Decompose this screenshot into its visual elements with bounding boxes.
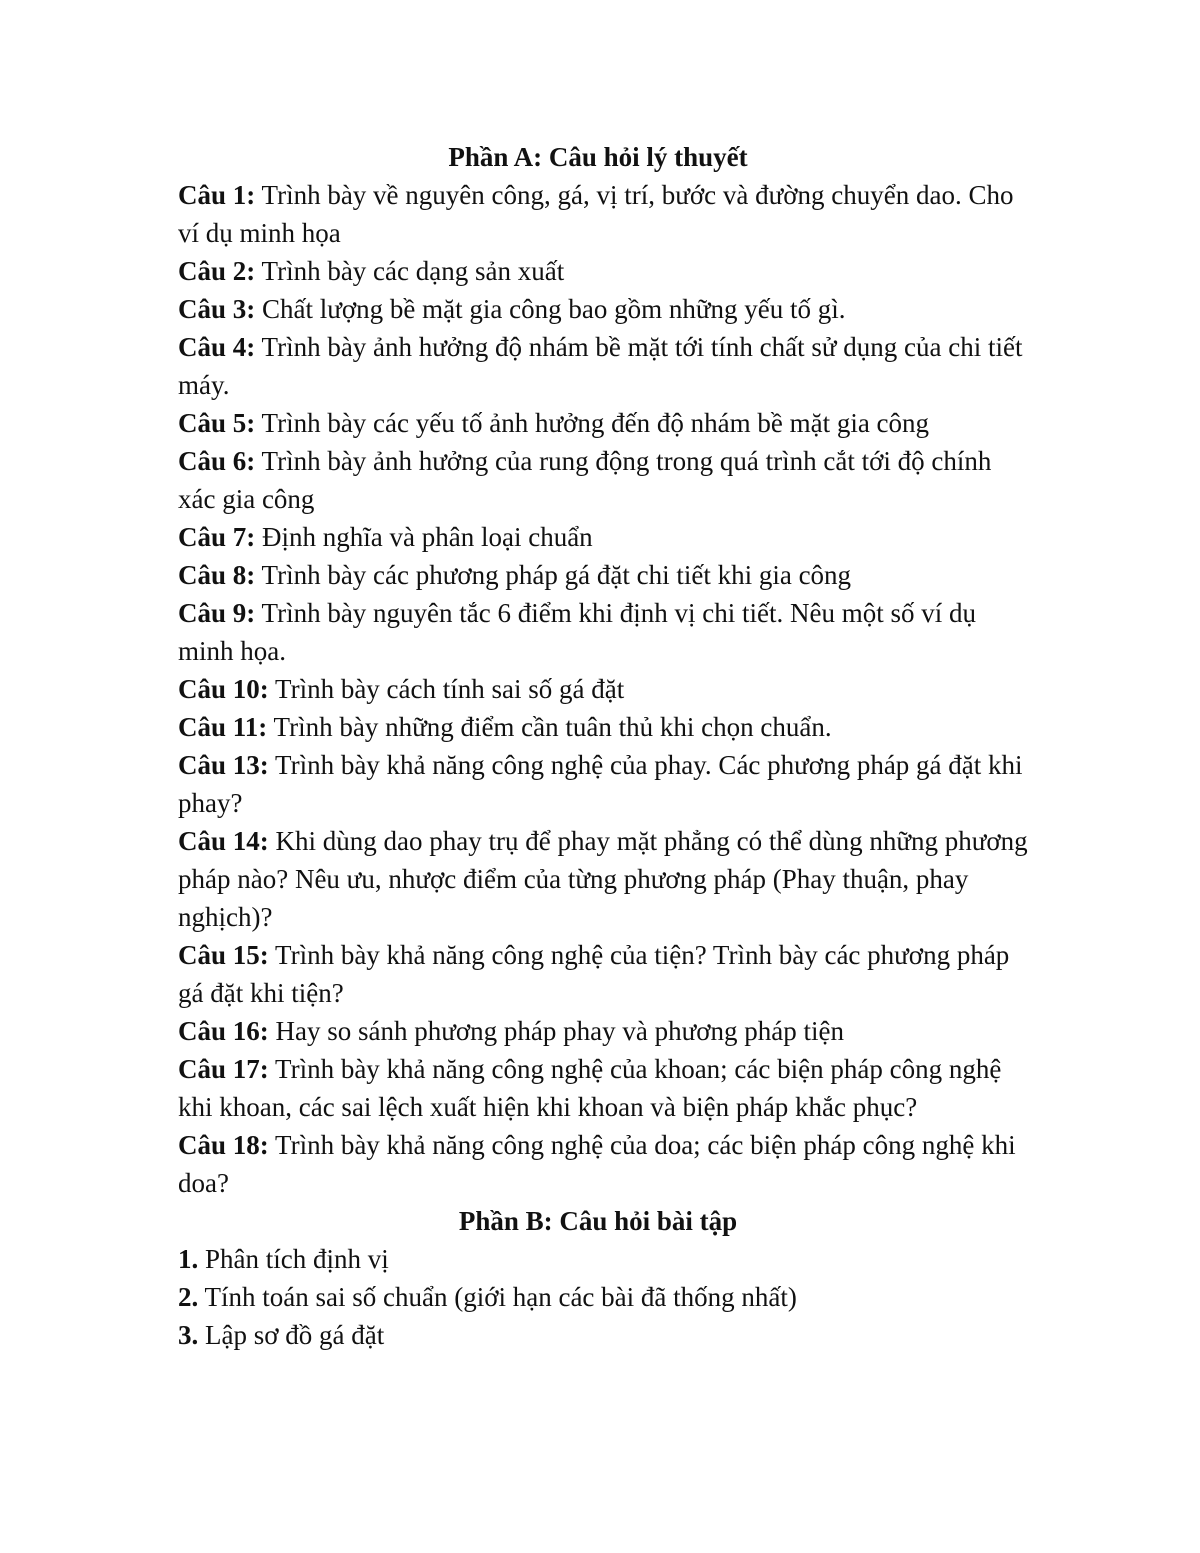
question-label: Câu 16: <box>178 1016 269 1046</box>
question-text: Trình bày những điểm cần tuân thủ khi chọn chuẩn. <box>267 712 832 742</box>
question-text: Trình bày cách tính sai số gá đặt <box>268 674 625 704</box>
question-text: Chất lượng bề mặt gia công bao gồm những yếu tố gì. <box>255 294 846 324</box>
question-label: Câu 8: <box>178 560 256 590</box>
question-text: Trình bày khả năng công nghệ của phay. Các phương pháp gá đặt khi phay? <box>178 750 1023 818</box>
exercise-item <box>178 1278 1028 1316</box>
question-text: Trình bày các dạng sản xuất <box>255 256 565 286</box>
question-item <box>178 1012 1028 1050</box>
question-text: Trình bày nguyên tắc 6 điểm khi định vị chi tiết. Nêu một số ví dụ minh họa. <box>178 598 976 666</box>
question-label: Câu 3: <box>178 294 256 324</box>
question-label: Câu 15: <box>178 940 269 970</box>
exercise-text: Phân tích định vị <box>198 1244 389 1274</box>
section-b-title: Phần B: Câu hỏi bài tập <box>458 1206 738 1236</box>
question-item <box>178 404 1028 442</box>
question-item <box>178 252 1028 290</box>
question-item <box>178 290 1028 328</box>
question-label: Câu 5: <box>178 408 256 438</box>
question-item <box>178 518 1028 556</box>
question-text: Trình bày khả năng công nghệ của khoan; các biện pháp công nghệ khi khoan, các sai lệch xuất hiện khi khoan và biện pháp khắc phục? <box>178 1054 1002 1122</box>
question-label: Câu 14: <box>178 826 269 856</box>
question-text: Trình bày ảnh hưởng của rung động trong quá trình cắt tới độ chính xác gia công <box>178 446 992 514</box>
question-item <box>178 594 1028 670</box>
question-text: Trình bày khả năng công nghệ của tiện? Trình bày các phương pháp gá đặt khi tiện? <box>178 940 1010 1008</box>
exercise-text: Lập sơ đồ gá đặt <box>198 1320 385 1350</box>
document-content <box>178 138 1028 1354</box>
question-item <box>178 176 1028 252</box>
exercise-item <box>178 1240 1028 1278</box>
question-label: Câu 2: <box>178 256 256 286</box>
question-label: Câu 10: <box>178 674 269 704</box>
question-text: Trình bày các phương pháp gá đặt chi tiết khi gia công <box>255 560 852 590</box>
question-label: Câu 9: <box>178 598 256 628</box>
question-text: Định nghĩa và phân loại chuẩn <box>255 522 593 552</box>
question-text: Trình bày về nguyên công, gá, vị trí, bước và đường chuyển dao. Cho ví dụ minh họa <box>178 180 1014 248</box>
question-item <box>178 1050 1028 1126</box>
exercise-label: 3. <box>178 1320 199 1350</box>
question-text: Khi dùng dao phay trụ để phay mặt phẳng có thể dùng những phương pháp nào? Nêu ưu, nhược điểm của từng phương pháp (Phay thuận, phay nghịch)? <box>178 826 1028 932</box>
question-item <box>178 442 1028 518</box>
question-item <box>178 328 1028 404</box>
exercise-label: 1. <box>178 1244 199 1274</box>
question-item <box>178 670 1028 708</box>
exercise-item <box>178 1316 1028 1354</box>
question-text: Hay so sánh phương pháp phay và phương pháp tiện <box>268 1016 844 1046</box>
question-item <box>178 936 1028 1012</box>
question-label: Câu 11: <box>178 712 268 742</box>
question-label: Câu 6: <box>178 446 256 476</box>
question-item <box>178 708 1028 746</box>
question-label: Câu 7: <box>178 522 256 552</box>
section-a-title: Phần A: Câu hỏi lý thuyết <box>448 142 748 172</box>
question-label: Câu 18: <box>178 1130 269 1160</box>
question-text: Trình bày khả năng công nghệ của doa; các biện pháp công nghệ khi doa? <box>178 1130 1016 1198</box>
question-label: Câu 13: <box>178 750 269 780</box>
section-b-items <box>178 1240 1028 1354</box>
section-a-questions <box>178 176 1028 1202</box>
question-label: Câu 17: <box>178 1054 269 1084</box>
question-item <box>178 746 1028 822</box>
question-text: Trình bày các yếu tố ảnh hưởng đến độ nhám bề mặt gia công <box>255 408 930 438</box>
question-item <box>178 1126 1028 1202</box>
exercise-text: Tính toán sai số chuẩn (giới hạn các bài đã thống nhất) <box>198 1282 797 1312</box>
question-label: Câu 1: <box>178 180 256 210</box>
question-label: Câu 4: <box>178 332 256 362</box>
exercise-label: 2. <box>178 1282 199 1312</box>
question-item <box>178 556 1028 594</box>
question-item <box>178 822 1028 936</box>
question-text: Trình bày ảnh hưởng độ nhám bề mặt tới tính chất sử dụng của chi tiết máy. <box>178 332 1023 400</box>
